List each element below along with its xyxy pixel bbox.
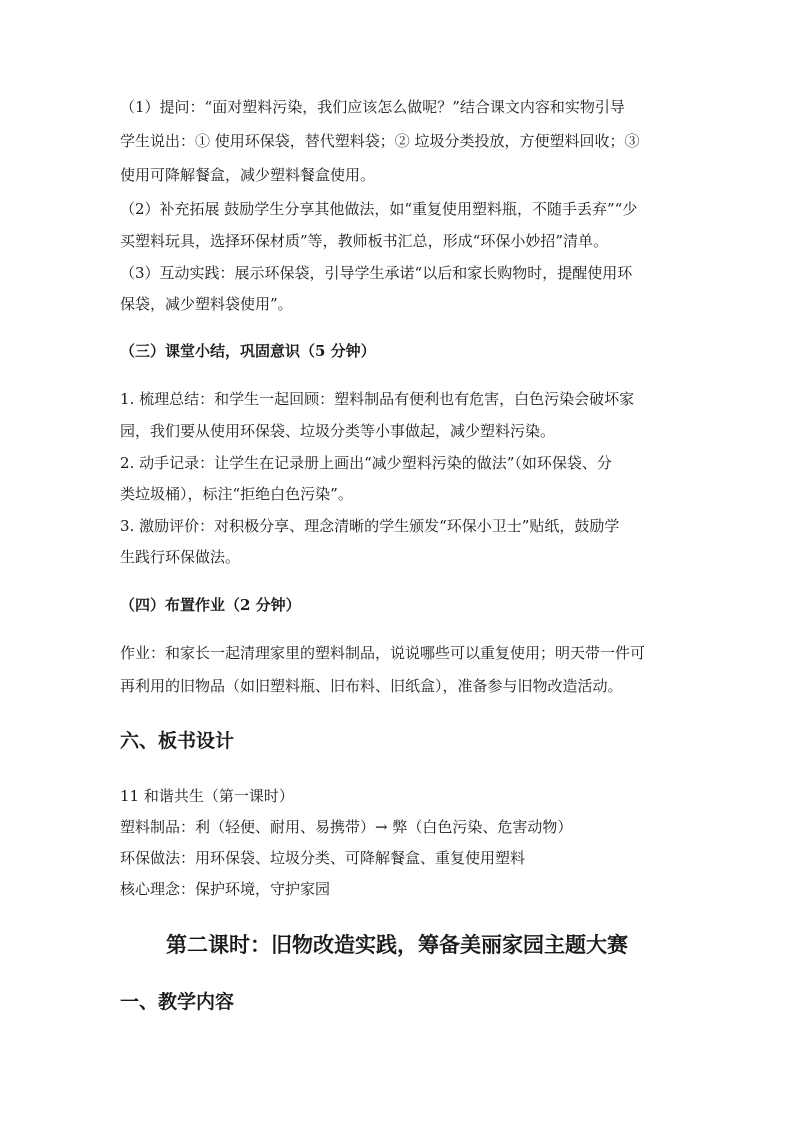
board-line: 塑料制品：利（轻便、耐用、易携带）→ 弊（白色污染、危害动物） <box>120 818 573 836</box>
paragraph-line: 买塑料玩具，选择环保材质”等，教师板书汇总，形成“环保小妙招”清单。 <box>120 232 609 250</box>
section-heading-board: 六、板书设计 <box>120 730 235 752</box>
list-item-line: 1. 梳理总结：和学生一起回顾：塑料制品有便利也有危害，白色污染会破坏家 <box>120 390 635 408</box>
section-heading-content: 一、教学内容 <box>120 991 235 1013</box>
paragraph-line: 作业：和家长一起清理家里的塑料制品，说说哪些可以重复使用；明天带一件可 <box>120 644 646 662</box>
list-item-line: 3. 激励评价：对积极分享、理念清晰的学生颁发“环保小卫士”贴纸，鼓励学 <box>120 517 620 535</box>
paragraph-line: 使用可降解餐盒，减少塑料餐盒使用。 <box>120 166 376 184</box>
paragraph-line: （1）提问：“面对塑料污染，我们应该怎么做呢？”结合课文内容和实物引导 <box>120 98 625 116</box>
paragraph-line: （2）补充拓展 鼓励学生分享其他做法，如“重复使用塑料瓶，不随手丢弃”“少 <box>120 200 638 218</box>
section-heading-summary: （三）课堂小结，巩固意识（5 分钟） <box>120 342 376 360</box>
paragraph-line: 再利用的旧物品（如旧塑料瓶、旧布料、旧纸盒），准备参与旧物改造活动。 <box>120 677 623 695</box>
board-line: 11 和谐共生（第一课时） <box>120 787 294 805</box>
lesson-title: 第二课时：旧物改造实践，筹备美丽家园主题大赛 <box>166 932 628 957</box>
board-line: 核心理念：保护环境，守护家园 <box>120 880 331 898</box>
list-item-line: 2. 动手记录：让学生在记录册上画出“减少塑料污染的做法”（如环保袋、分 <box>120 454 612 472</box>
board-line: 环保做法：用环保袋、垃圾分类、可降解餐盒、重复使用塑料 <box>120 849 526 867</box>
paragraph-line: 保袋，减少塑料袋使用”。 <box>120 295 293 313</box>
list-item-line: 生践行环保做法。 <box>120 548 241 566</box>
paragraph-line: （3）互动实践：展示环保袋，引导学生承诺“以后和家长购物时，提醒使用环 <box>120 264 633 282</box>
section-heading-homework: （四）布置作业（2 分钟） <box>120 596 301 614</box>
paragraph-line: 学生说出：① 使用环保袋，替代塑料袋；② 垃圾分类投放，方便塑料回收；③ <box>120 132 640 150</box>
list-item-line: 园，我们要从使用环保袋、垃圾分类等小事做起，减少塑料污染。 <box>120 422 556 440</box>
list-item-line: 类垃圾桶），标注“拒绝白色污染”。 <box>120 485 353 503</box>
